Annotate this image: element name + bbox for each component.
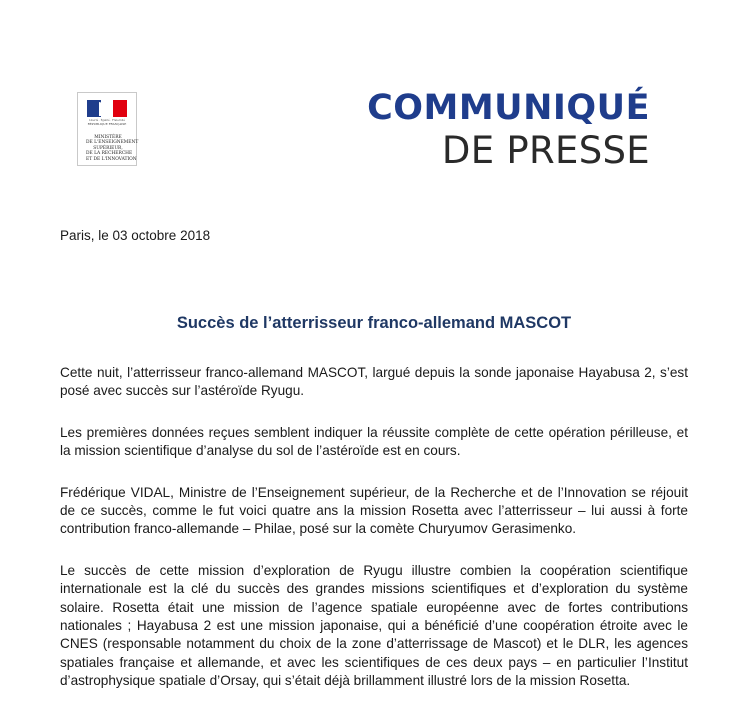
paragraph: Frédérique VIDAL, Ministre de l’Enseignement supérieur, de la Recherche et de l’Innovation se réjouit de ce succès, comme le fut voici quatre ans la mission Rosetta avec l’atterrisseur – lui aussi à forte contribution franco-allemande – Philae, posé sur la comète Churyumov Gerasimenko. bbox=[60, 484, 688, 537]
paragraph: Cette nuit, l’atterrisseur franco-allemand MASCOT, largué depuis la sonde japonaise Hayabusa 2, s’est posé avec succès sur l’astéroïde Ryugu. bbox=[60, 365, 688, 399]
ministry-line: DE L'ENSEIGNEMENT bbox=[86, 140, 139, 146]
release-date: Paris, le 03 octobre 2018 bbox=[60, 228, 211, 243]
body-text bbox=[60, 364, 688, 714]
paragraph: Les premières données reçues semblent indiquer la réussite complète de cette opération périlleuse, et la mission scientifique d’analyse du sol de l’astéroïde est en cours. bbox=[60, 424, 688, 459]
press-release-title: COMMUNIQUÉ bbox=[367, 88, 650, 128]
ministry-line: DE LA RECHERCHE bbox=[86, 151, 133, 157]
document-title: Succès de l’atterrisseur franco-allemand MASCOT bbox=[176, 314, 572, 332]
ministry-line: ET DE L'INNOVATION bbox=[86, 156, 137, 162]
paragraph: Le succès de cette mission d’exploration de Ryugu illustre combien la coopération scientifique internationale est la clé du succès des grandes missions scientifiques et d’exploration du système solaire. Rosetta était une mission de l’agence spatiale européenne avec de fortes contributions nationales ; Hayabusa 2 est une mission japonaise, qui a bénéficié d’une coopération étroite avec le CNES (responsable notamment du choix de la zone d’atterrissage de Mascot) et le DLR, les agences spatiales française et allemande, et avec les scientifiques de ces deux pays – en particulier l’Institut d’astrophysique spatiale d’Orsay, qui s’était déjà brillamment illustré lors de la mission Rosetta. bbox=[60, 562, 688, 689]
ministry-line: MINISTÈRE bbox=[94, 135, 122, 140]
logo-motto: Liberté · Égalité · Fraternité bbox=[89, 119, 125, 122]
ministry-name bbox=[86, 135, 139, 162]
logo-republic: RÉPUBLIQUE FRANÇAISE bbox=[87, 122, 127, 126]
press-release-subtitle: DE PRESSE bbox=[441, 129, 650, 172]
marianne-flag-icon bbox=[87, 100, 127, 117]
ministry-line: SUPÉRIEUR, bbox=[93, 145, 123, 151]
